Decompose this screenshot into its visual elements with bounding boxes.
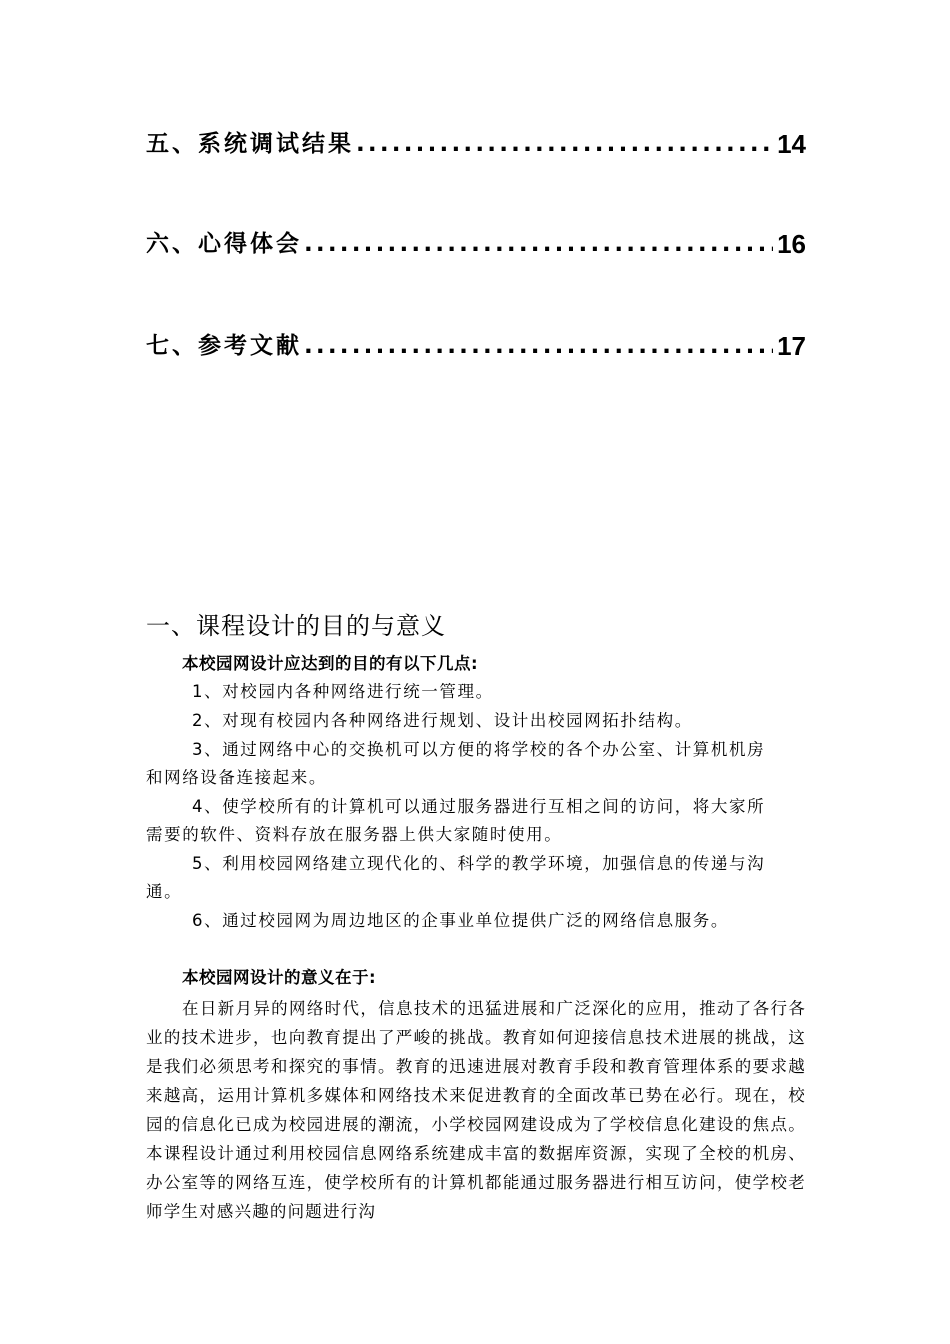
purpose-item-5: 5、利用校园网络建立现代化的、科学的教学环境，加强信息的传递与沟 (192, 854, 766, 873)
toc-entry-references[interactable] (146, 320, 806, 360)
toc-page-number: 16 (777, 229, 806, 259)
toc-title: 七、参考文献 (146, 333, 302, 359)
purpose-item-5-cont: 通。 (146, 882, 183, 901)
purpose-intro: 本校园网设计应达到的目的有以下几点: (182, 654, 479, 673)
toc-leader-dots (304, 332, 773, 360)
purpose-item-4: 4、使学校所有的计算机可以通过服务器进行互相之间的访问，将大家所 (192, 797, 766, 816)
section-heading: 一、课程设计的目的与意义 (146, 612, 446, 640)
purpose-item-4-cont: 需要的软件、资料存放在服务器上供大家随时使用。 (146, 825, 563, 844)
purpose-item-3-cont: 和网络设备连接起来。 (146, 768, 327, 787)
purpose-item-2: 2、对现有校园内各种网络进行规划、设计出校园网拓扑结构。 (192, 711, 693, 730)
toc-leader-dots (356, 130, 773, 158)
toc-title: 五、系统调试结果 (146, 131, 354, 157)
toc-title: 六、心得体会 (146, 231, 302, 257)
purpose-item-1: 1、对校园内各种网络进行统一管理。 (192, 682, 494, 701)
purpose-item-6: 6、通过校园网为周边地区的企事业单位提供广泛的网络信息服务。 (192, 911, 729, 930)
toc-leader-dots (304, 230, 773, 258)
toc-page-number: 14 (777, 129, 806, 159)
toc-page-number: 17 (777, 331, 806, 361)
meaning-intro: 本校园网设计的意义在于: (182, 968, 377, 987)
toc-entry-experience[interactable] (146, 218, 806, 258)
toc-entry-testing-results[interactable] (146, 118, 806, 158)
meaning-paragraph: 在日新月异的网络时代，信息技术的迅猛进展和广泛深化的应用，推动了各行各业的技术进步，也向教育提出了严峻的挑战。教育如何迎接信息技术进展的挑战，这是我们必须思考和探究的事情。教育的迅速进展对教育手段和教育管理体系的要求越来越高，运用计算机多媒体和网络技术来促进教育的全面改革已势在必行。现在，校园的信息化已成为校园进展的潮流，小学校园网建设成为了学校信息化建设的焦点。本课程设计通过利用校园信息网络系统建成丰富的数据库资源，实现了全校的机房、办公室等的网络互连，使学校所有的计算机都能通过服务器进行相互访问，使学校老师学生对感兴趣的问题进行沟 (146, 999, 806, 1221)
purpose-item-3: 3、通过网络中心的交换机可以方便的将学校的各个办公室、计算机机房 (192, 740, 766, 759)
